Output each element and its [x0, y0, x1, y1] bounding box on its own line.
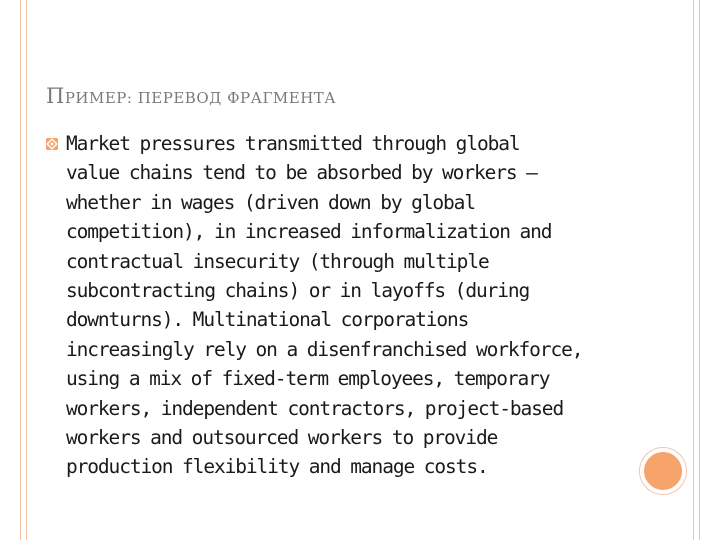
- bullet-text-line: downturns). Multinational corporations: [66, 308, 469, 332]
- bullet-item: [46, 129, 646, 482]
- bullet-text-line: Market pressures transmitted through global: [66, 132, 520, 155]
- bullet-text-line: increasingly rely on a disenfranchised workforce,: [66, 337, 583, 361]
- bullet-text-line: workers and outsourced workers to provide: [66, 426, 498, 450]
- bullet-text-line: using a mix of fixed-term employees, temporary: [66, 367, 550, 391]
- slide-content: [46, 129, 646, 482]
- bullet-text-line: contractual insecurity (through multiple: [66, 249, 489, 273]
- bullet-text: [66, 129, 646, 482]
- bullet-text-line: competition), in increased informalization and: [66, 220, 552, 244]
- bullet-text-line: value chains tend to be absorbed by workers —: [66, 161, 537, 185]
- accent-circle-decoration: [640, 448, 686, 494]
- slide-title-rest: РИМЕР: ПЕРЕВОД ФРАГМЕНТА: [64, 89, 337, 107]
- bullet-text-line: workers, independent contractors, project-based: [66, 396, 564, 420]
- bullet-text-line: subcontracting chains) or in layoffs (during: [66, 279, 530, 303]
- decorative-bullet-icon: [46, 138, 58, 150]
- slide-title-initial: П: [46, 84, 65, 108]
- bullet-text-line: whether in wages (driven down by global: [66, 190, 475, 214]
- bullet-text-line: production flexibility and manage costs.: [66, 455, 488, 479]
- slide-title: [46, 76, 336, 108]
